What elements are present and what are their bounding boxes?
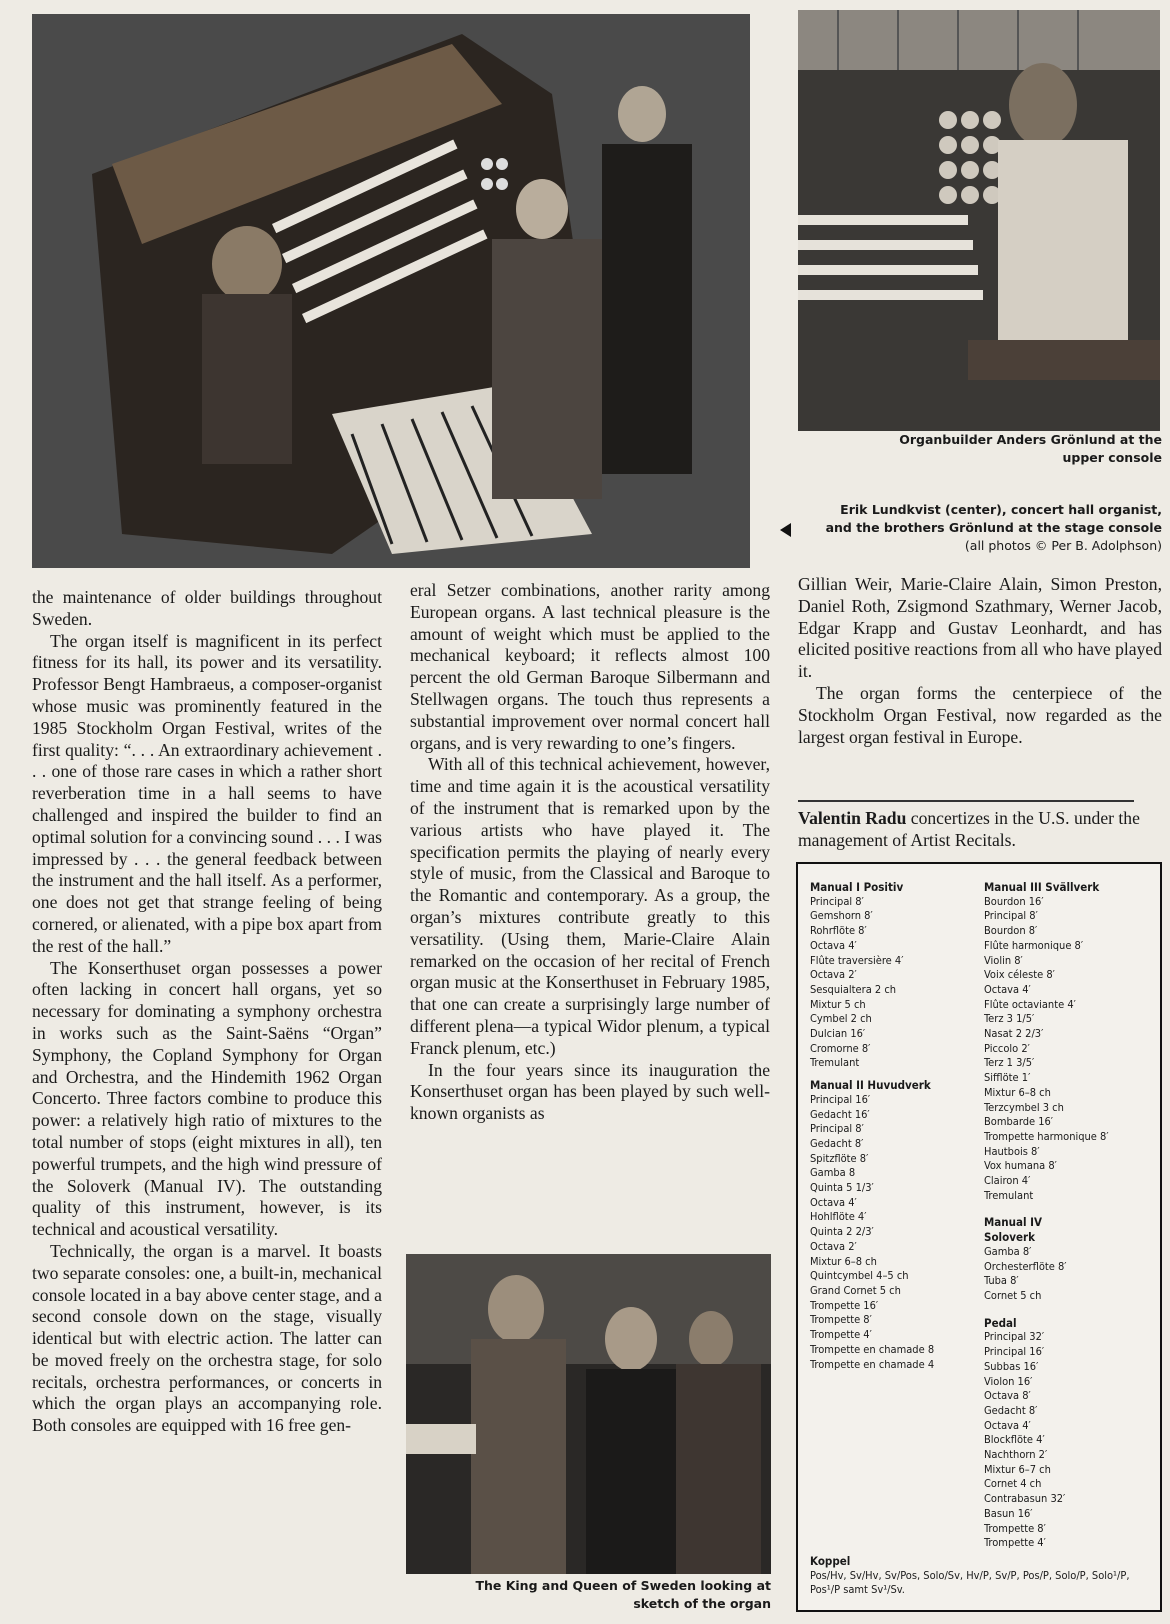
photo-upper-console: [798, 10, 1160, 431]
article-column-1: [32, 587, 382, 1437]
spec-stop: Octava 4′: [984, 982, 1031, 996]
spec-stop: Cornet 5 ch: [984, 1288, 1042, 1302]
author-bio-text: concertizes in the U.S. under the management of Artist Recitals.: [798, 808, 1140, 850]
col1-paragraph-1: the maintenance of older buildings throughout Sweden.: [32, 587, 382, 629]
spec-stop: Terz 3 1/5′: [984, 1012, 1035, 1026]
spec-group-pedal: [984, 1316, 1160, 1551]
caption-stage-console-line2: and the brothers Grönlund at the stage console: [825, 520, 1162, 535]
spec-stop: Octava 2′: [810, 968, 857, 982]
spec-stop: Hohlflöte 4′: [810, 1210, 867, 1224]
spec-stop: Violin 8′: [984, 953, 1023, 967]
spec-stop: Principal 32′: [984, 1330, 1045, 1344]
spec-group-manual-1: [810, 880, 980, 1071]
koppel-title: Koppel: [810, 1554, 851, 1568]
spec-stop: Trompette 16′: [810, 1298, 879, 1312]
spec-stop: Grand Cornet 5 ch: [810, 1283, 901, 1297]
spec-stop: Octava 4′: [984, 1418, 1031, 1432]
article-column-2: [410, 580, 770, 1125]
spec-stop: Bourdon 16′: [984, 894, 1044, 908]
spec-stop: Flûte octaviante 4′: [984, 997, 1076, 1011]
spec-stop: Nachthorn 2′: [984, 1448, 1048, 1462]
spec-stop: Gedacht 8′: [810, 1136, 864, 1150]
spec-stop-list: [810, 895, 980, 1071]
spec-stop-list: [984, 895, 1160, 1204]
photo-credit: (all photos © Per B. Adolphson): [964, 538, 1162, 553]
caption-king-queen: [460, 1577, 771, 1613]
upper-console-photo: [798, 10, 1160, 431]
spec-stop: Vox humana 8′: [984, 1159, 1057, 1173]
spec-stop: Principal 8′: [810, 894, 864, 908]
spec-stop: Trompette 8′: [810, 1313, 872, 1327]
spec-stop: Voix céleste 8′: [984, 968, 1055, 982]
caption-upper-console-text: Organbuilder Anders Grönlund at the upper console: [899, 432, 1162, 465]
spec-stop: Hautbois 8′: [984, 1144, 1040, 1158]
spec-stop: Trompette harmonique 8′: [984, 1129, 1109, 1143]
spec-stop: Quinta 5 1/3′: [810, 1181, 874, 1195]
spec-stop: Orchesterflöte 8′: [984, 1259, 1067, 1273]
spec-stop: Principal 8′: [810, 1122, 864, 1136]
spec-stop: Quinta 2 2/3′: [810, 1225, 874, 1239]
spec-stop: Flûte harmonique 8′: [984, 938, 1084, 952]
spec-stop: Sifflöte 1′: [984, 1071, 1031, 1085]
spec-right-column: [984, 880, 1160, 1558]
spec-group-manual-3: [984, 880, 1160, 1203]
spec-stop: Gemshorn 8′: [810, 909, 873, 923]
spec-stop: Trompette en chamade 8: [810, 1342, 935, 1356]
king-queen-photo: [406, 1254, 771, 1574]
spec-stop: Mixtur 6–8 ch: [810, 1254, 877, 1268]
spec-stop: Cromorne 8′: [810, 1041, 871, 1055]
spec-stop: Rohrflöte 8′: [810, 924, 867, 938]
spec-stop: Cymbel 2 ch: [810, 1012, 872, 1026]
col2-paragraph-2: With all of this technical achievement, however, time and time again it is the acoustical versatility of the instrument that is remarked upon by the various artists who have played it. The specification permits the playing of nearly every style of music, from the Classical and Baroque to the Romantic and contemporary. As a group, the organ’s mixtures contribute greatly to this versatility. (Using them, Marie-Claire Alain remarked on the occasion of her recital of French organ music at the Konserthuset in February 1985, that one can create a surprisingly large number of different plena—a typical Widor plenum, a typical Franck plenum, etc.): [410, 754, 770, 1058]
spec-stop: Trompette 4′: [810, 1328, 872, 1342]
spec-stop: Mixtur 6–8 ch: [984, 1085, 1051, 1099]
spec-stop: Trompette 8′: [984, 1521, 1046, 1535]
spec-stop: Gamba 8: [810, 1166, 856, 1180]
caption-upper-console: [860, 431, 1162, 467]
spec-stop: Blockflöte 4′: [984, 1433, 1045, 1447]
koppel-text: Pos/Hv, Sv/Hv, Sv/Pos, Solo/Sv, Hv/P, Sv/P, Pos/P, Solo/P, Solo¹/P, Pos¹/P samt Sv¹/Sv.: [810, 1568, 1130, 1597]
spec-stop: Bourdon 8′: [984, 924, 1038, 938]
col3-paragraph-1: Gillian Weir, Marie-Claire Alain, Simon Preston, Daniel Roth, Zsigmond Szathmary, Werner Jacob, Edgar Krapp and Gustav Leonhardt, and has elicited positive reactions from all who have played it.: [798, 574, 1162, 682]
spec-stop: Principal 16′: [984, 1345, 1045, 1359]
spec-stop: Gamba 8′: [984, 1244, 1032, 1258]
spec-stop: Basun 16′: [984, 1506, 1033, 1520]
bio-divider: [798, 800, 1134, 802]
spec-stop: Octava 4′: [810, 938, 857, 952]
spec-stop: Violon 16′: [984, 1374, 1033, 1388]
organ-specification-box: [796, 862, 1162, 1612]
spec-stop: Mixtur 6–7 ch: [984, 1462, 1051, 1476]
spec-stop: Octava 4′: [810, 1195, 857, 1209]
spec-stop: Gedacht 8′: [984, 1403, 1038, 1417]
author-bio: [798, 808, 1162, 852]
spec-left-column: [810, 880, 980, 1379]
spec-stop: Piccolo 2′: [984, 1041, 1030, 1055]
spec-group-title: Manual II Huvudverk: [810, 1078, 931, 1093]
spec-stop: Flûte traversière 4′: [810, 953, 904, 967]
col1-paragraph-3: The Konserthuset organ possesses a power often lacking in concert hall organs, yet so necessary for dominating a symphony orchestra in works such as the Saint-Saëns “Organ” Symphony, the Copland Symphony for Organ and Orchestra, and the Hindemith 1962 Organ Concerto. Three factors combine to produce this power: a relatively high ratio of mixtures to the total number of stops (eight mixtures in all), ten powerful trumpets, and the high wind pressure of the Soloverk (Manual IV). The outstanding quality of this instrument, however, is its technical and acoustical versatility.: [32, 957, 382, 1240]
caption-king-queen-text: The King and Queen of Sweden looking at sketch of the organ: [475, 1578, 771, 1611]
spec-stop: Mixtur 5 ch: [810, 997, 866, 1011]
spec-stop: Nasat 2 2/3′: [984, 1027, 1044, 1041]
spec-stop: Subbas 16′: [984, 1359, 1039, 1373]
spec-stop: Contrabasun 32′: [984, 1492, 1066, 1506]
spec-group-title: Manual IV Soloverk: [984, 1215, 1042, 1245]
spec-stop-list: [984, 1330, 1160, 1551]
spec-stop: Quintcymbel 4–5 ch: [810, 1269, 909, 1283]
article-column-3: [798, 574, 1162, 748]
spec-stop: Tremulant: [984, 1188, 1034, 1202]
spec-stop: Spitzflöte 8′: [810, 1151, 869, 1165]
spec-stop: Trompette en chamade 4: [810, 1357, 935, 1371]
col2-paragraph-3: In the four years since its inauguration the Konserthuset organ has been played by such well-known organists as: [410, 1059, 770, 1124]
spec-stop: Terzcymbel 3 ch: [984, 1100, 1064, 1114]
spec-stop-list: [810, 1093, 980, 1372]
spec-group-manual-2: [810, 1078, 980, 1372]
spec-stop: Octava 2′: [810, 1239, 857, 1253]
col1-paragraph-2: The organ itself is magnificent in its perfect fitness for its hall, its power and its versatility. Professor Bengt Hambraeus, a composer-organist whose music was prominently featured in the 1985 Stockholm Organ Festival, writes of the first quality: “. . . An extraordinary achievement . . . one of those rare cases in which a rather short reverberation time in a hall seems to have challenged and inspired the builder to find an optimal solution for a convincing sound . . . I was impressed by . . . the general feedback between the instrument and the hall itself. As a performer, one does not get that strange feeling of being cornered, or alienated, with a pipe box apart from the rest of the hall.”: [32, 630, 382, 956]
spec-stop: Terz 1 3/5′: [984, 1056, 1035, 1070]
spec-stop: Principal 16′: [810, 1092, 871, 1106]
author-name: Valentin Radu: [798, 808, 907, 828]
spec-stop: Bombarde 16′: [984, 1115, 1054, 1129]
spec-stop: Sesquialtera 2 ch: [810, 982, 897, 996]
organ-console-photo: [32, 14, 750, 568]
spec-stop: Principal 8′: [984, 909, 1038, 923]
spec-stop: Octava 8′: [984, 1389, 1031, 1403]
caption-stage-console-line1: Erik Lundkvist (center), concert hall organist,: [840, 502, 1162, 517]
spec-group-manual-4: [984, 1215, 1160, 1303]
spec-group-title: Manual I Positiv: [810, 880, 904, 894]
spec-group-title: Manual III Svällverk: [984, 880, 1100, 894]
spec-koppel: [810, 1554, 1150, 1598]
spec-stop: Gedacht 16′: [810, 1107, 870, 1121]
col3-paragraph-2: The organ forms the centerpiece of the Stockholm Organ Festival, now regarded as the largest organ festival in Europe.: [798, 682, 1162, 747]
spec-stop: Tuba 8′: [984, 1274, 1019, 1288]
photo-king-queen: [406, 1254, 771, 1574]
col2-paragraph-1: eral Setzer combinations, another rarity among European organs. A last technical pleasure is the amount of weight which must be applied to the mechanical keyboard; it reflects almost 100 percent the old German Baroque Silbermann and Stellwagen organs. The touch thus represents a substantial improvement over normal concert hall organs, and is very rewarding to one’s fingers.: [410, 580, 770, 753]
spec-stop: Clairon 4′: [984, 1174, 1031, 1188]
spec-stop: Dulcian 16′: [810, 1027, 866, 1041]
spec-group-title: Pedal: [984, 1315, 1017, 1330]
caption-stage-console: [790, 501, 1162, 555]
col1-paragraph-4: Technically, the organ is a marvel. It boasts two separate consoles: one, a built-in, mechanical console located in a bay above center stage, and a second console down on the stage, visually identical but with electric action. The latter can be moved freely on the orchestra stage, for solo recitals, orchestra performances, or concerts in which the organ plays an accompanying role. Both consoles are equipped with 16 free gen-: [32, 1240, 382, 1436]
spec-stop-list: [984, 1245, 1160, 1304]
photo-stage-console: [32, 14, 750, 568]
spec-stop: Cornet 4 ch: [984, 1477, 1042, 1491]
spec-stop: Tremulant: [810, 1056, 860, 1070]
spec-stop: Trompette 4′: [984, 1536, 1046, 1550]
